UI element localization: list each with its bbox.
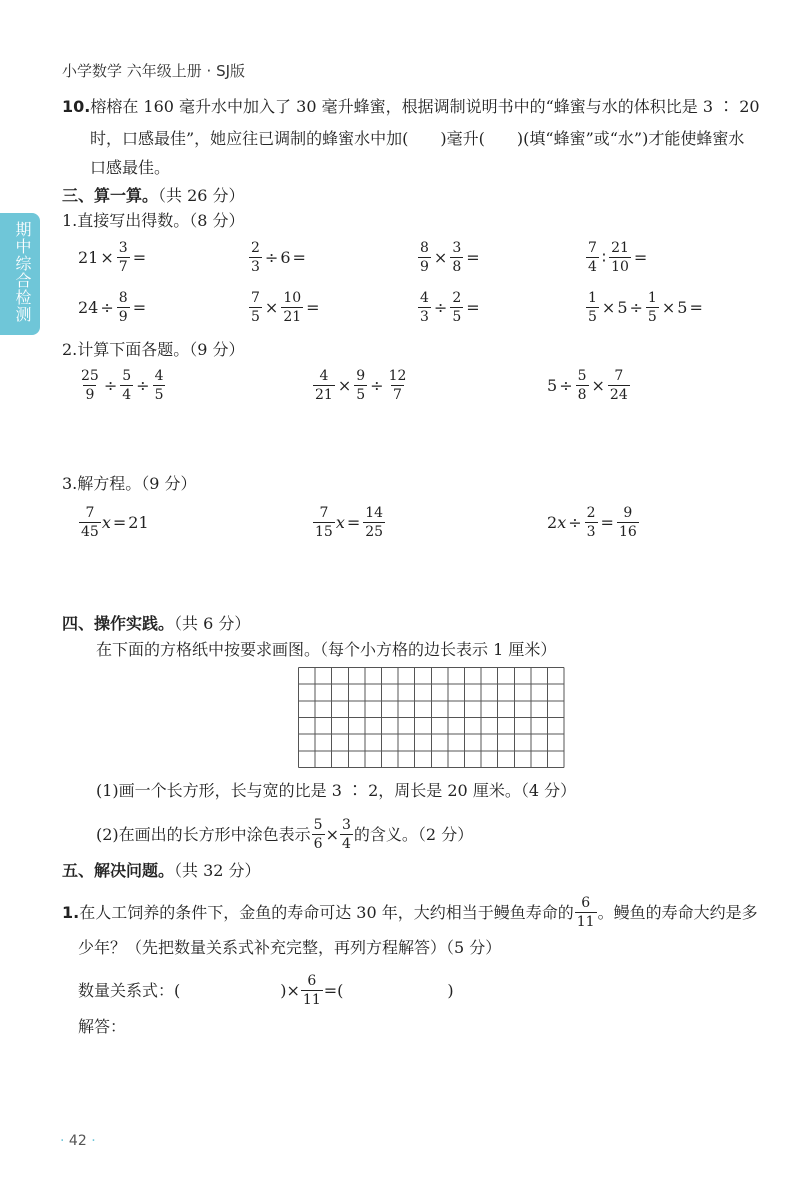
side-tab-label: 期中综合检测 [13,221,32,323]
section3-points: （共 26 分） [158,186,245,205]
relation-formula: 数量关系式：( ) × $\frac{6}{11}$ =( ) [78,973,454,1008]
calc-a3: $\frac{8}{9}$ × $\frac{3}{8}$ = [420,240,480,275]
q10-line3: 口感最佳。 [90,158,171,177]
section4-heading [62,611,250,634]
section3-title: 三、算一算。 [62,186,159,205]
calc-a1: 21 × $\frac{3}{7}$ = [78,240,147,275]
q10-line2: 时，口感最佳”，她应往已调制的蜂蜜水中加( )毫升( )(填“蜂蜜”或“水”)才能使蜂蜜水 [90,129,745,148]
q10-number: 10. [62,97,91,116]
section4-points: （共 6 分） [174,614,251,633]
calc-a2: $\frac{2}{3}$ ÷ 6 = [251,240,306,275]
s4-part2: (2)在画出的长方形中涂色表示 $\frac{5}{6}$ × $\frac{3}{4}$ 的含义。（2 分） [96,817,474,852]
s3q3-title: 3.解方程。（9 分） [62,474,197,493]
calc-b4: $\frac{1}{5}$ × 5 ÷ $\frac{1}{5}$ × 5 = [588,290,703,325]
grid-paper[interactable] [298,667,566,769]
equation-1: $\frac{7}{45}$ x = 21 [81,505,149,540]
side-tab [0,213,40,335]
section3-heading [62,183,245,206]
section4-title: 四、操作实践。 [62,614,175,633]
calc2-e1: $\frac{25}{9}$ ÷ $\frac{5}{4}$ ÷ $\frac{4}{5}$ [81,368,164,403]
s3q1-title: 1.直接写出得数。（8 分） [62,211,245,230]
q10-line1 [62,96,760,118]
equation-2: $\frac{7}{15}$ x = $\frac{14}{25}$ [315,505,384,540]
calc-b3: $\frac{4}{3}$ ÷ $\frac{2}{5}$ = [420,290,480,325]
s5q1-number: 1. [62,902,80,922]
answer-label: 解答： [78,1017,127,1036]
calc-b2: $\frac{7}{5}$ × $\frac{10}{21}$ = [251,290,320,325]
section5-points: （共 32 分） [174,861,261,880]
s5q1-line1: 1. 在人工饲养的条件下，金鱼的寿命可达 30 年，大约相当于鳗鱼寿命的 $\frac{6}{11}$ 。鳗鱼的寿命大约是多 [62,895,758,930]
page-number: · 42 · [60,1133,96,1149]
section5-heading [62,858,261,881]
s4-part1: (1)画一个长方形，长与宽的比是 3 ∶ 2，周长是 20 厘米。（4 分） [96,781,577,800]
calc-b1: 24 ÷ $\frac{8}{9}$ = [78,290,147,325]
calc2-e2: $\frac{4}{21}$ × $\frac{9}{5}$ ÷ $\frac{12}{7}$ [315,368,407,403]
equation-3: 2 x ÷ $\frac{2}{3}$ = $\frac{9}{16}$ [547,505,637,540]
q10-text-1: 榕榕在 160 毫升水中加入了 30 毫升蜂蜜，根据调制说明书中的“蜂蜜与水的体积比是 3 ∶ 20 [90,97,760,116]
s3q2-title: 2.计算下面各题。（9 分） [62,340,245,359]
calc2-e3: 5 ÷ $\frac{5}{8}$ × $\frac{7}{24}$ [547,368,628,403]
calc-a4: $\frac{7}{4}$ ∶ $\frac{21}{10}$ = [588,240,648,275]
s4-intro: 在下面的方格纸中按要求画图。（每个小方格的边长表示 1 厘米） [96,640,557,659]
section5-title: 五、解决问题。 [62,861,175,880]
s5q1-line2: 少年？（先把数量关系式补充完整，再列方程解答）（5 分） [78,938,502,957]
book-header: 小学数学 六年级上册 · SJ版 [62,62,246,80]
